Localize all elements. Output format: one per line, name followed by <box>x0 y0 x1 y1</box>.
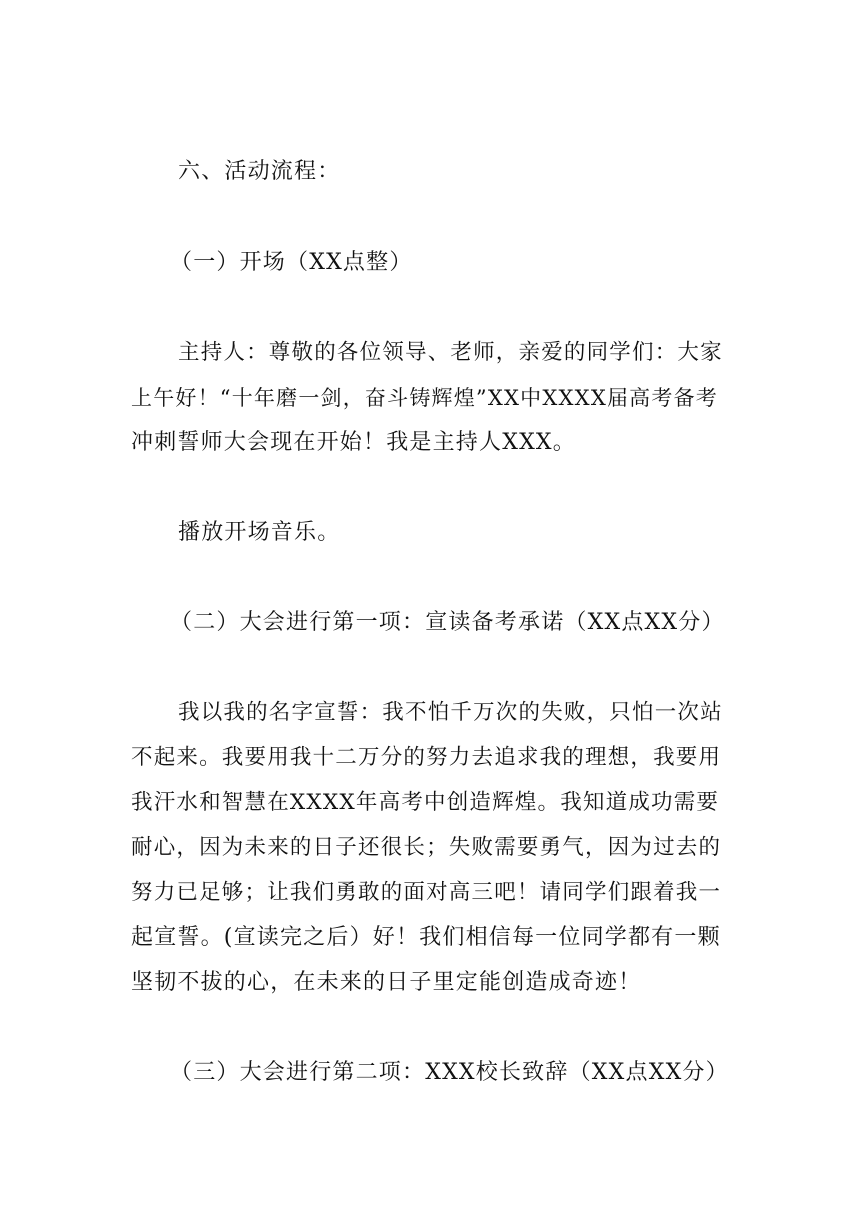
paragraph-line: 不起来。我要用我十二万分的努力去追求我的理想，我要用 <box>131 745 722 770</box>
paragraph-line: 我汗水和智慧在XXXX年高考中创造辉煌。我知道成功需要 <box>131 790 720 815</box>
paragraph-line: 冲刺誓师大会现在开始！我是主持人XXX。 <box>131 430 576 455</box>
paragraph-line: 努力已足够；让我们勇敢的面对高三吧！请同学们跟着我一 <box>131 880 722 905</box>
paragraph-line: 播放开场音乐。 <box>178 520 341 545</box>
paragraph-line: 耐心，因为未来的日子还很长；失败需要勇气，因为过去的 <box>131 835 722 860</box>
section-title-oath: （二）大会进行第一项：宣读备考承诺（XX点XX分） <box>170 610 725 635</box>
section-title-opening: （一）开场（XX点整） <box>170 250 413 275</box>
paragraph-line: 主持人：尊敬的各位领导、老师，亲爱的同学们：大家 <box>178 340 723 365</box>
section-title-speech: （三）大会进行第二项：XXX校长致辞（XX点XX分） <box>170 1060 729 1085</box>
paragraph-line: 我以我的名字宣誓：我不怕千万次的失败，只怕一次站 <box>178 700 723 725</box>
paragraph-line: 起宣誓。(宣读完之后）好！我们相信每一位同学都有一颗 <box>131 925 721 950</box>
paragraph-line: 上午好！“十年磨一剑，奋斗铸辉煌”XX中XXXX届高考备考 <box>131 386 718 410</box>
section-heading: 六、活动流程： <box>178 159 341 184</box>
paragraph-line: 坚韧不拔的心，在未来的日子里定能创造成奇迹！ <box>131 970 642 995</box>
